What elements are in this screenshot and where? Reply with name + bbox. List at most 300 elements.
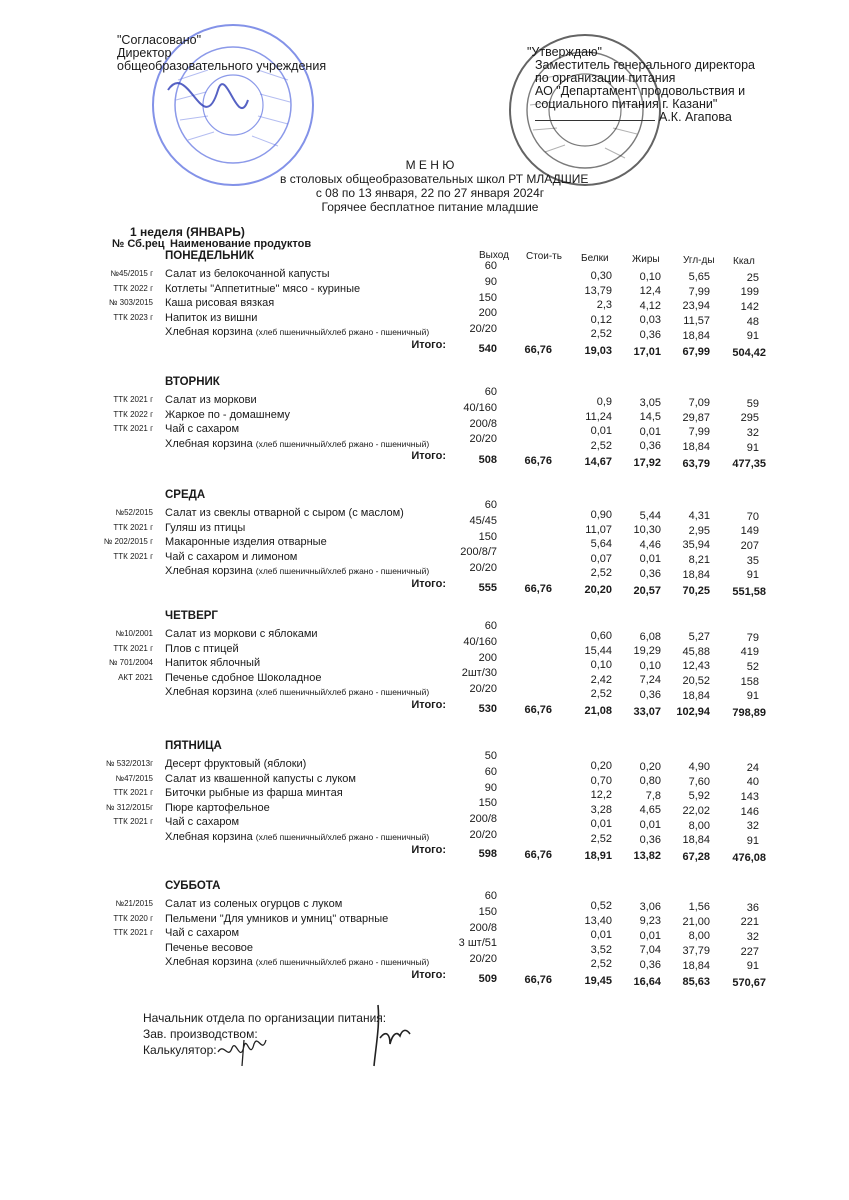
protein-value: 0,20 (590, 760, 612, 772)
fat-value: 3,05 (639, 396, 661, 409)
col-name: Наименование продуктов (170, 238, 312, 250)
yield-value: 200/8 (469, 921, 497, 934)
dish-note: (хлеб пшеничный/хлеб ржано - пшеничный) (255, 327, 430, 338)
dish-name-text: Пюре картофельное (165, 801, 270, 814)
carbs-value: 7,99 (688, 285, 710, 298)
total-label: Итого: (411, 578, 446, 590)
yield-value: 50 (484, 750, 497, 762)
carbs-value: 18,84 (682, 959, 710, 972)
total-cost: 66,76 (524, 583, 552, 595)
yield-value: 150 (478, 797, 497, 810)
total-label: Итого: (411, 699, 446, 711)
dish-name (165, 787, 343, 799)
total-yield: 555 (478, 582, 497, 594)
total-protein: 21,08 (584, 705, 612, 717)
protein-value: 3,28 (590, 803, 612, 816)
total-label: Итого: (411, 843, 446, 856)
recipe-code: №10/2001 (115, 629, 153, 638)
carbs-value: 18,84 (682, 441, 710, 453)
carbs-value: 7,99 (688, 426, 710, 439)
dish-name (165, 672, 321, 684)
carbs-value: 21,00 (682, 915, 710, 928)
yield-value: 150 (478, 291, 497, 304)
yield-value: 2шт/30 (461, 667, 497, 680)
dish-name (165, 657, 260, 669)
dish-name (165, 409, 290, 421)
protein-value: 0,10 (590, 659, 612, 672)
kcal-value: 221 (740, 916, 759, 929)
dish-name (165, 507, 404, 519)
carbs-value: 20,52 (682, 675, 710, 687)
total-kcal: 570,67 (732, 977, 766, 989)
dish-note: (хлеб пшеничный/хлеб ржано - пшеничный) (255, 687, 430, 698)
total-yield: 540 (478, 343, 497, 355)
title-line-3: Горячее бесплатное питание младшие (321, 200, 539, 214)
dish-name (165, 802, 270, 814)
recipe-code: ТТК 2021 г (113, 522, 153, 532)
dish-name-text: Котлеты "Аппетитные" мясо - куриные (165, 282, 361, 295)
dish-name (165, 758, 306, 770)
carbs-value: 18,84 (682, 834, 710, 847)
dish-name-text: Гуляш из птицы (165, 521, 246, 534)
kcal-value: 48 (746, 315, 759, 328)
yield-value: 200 (478, 307, 497, 320)
dish-name (165, 816, 239, 828)
recipe-code: ТТК 2021 г (113, 395, 153, 404)
carbs-value: 4,90 (688, 761, 710, 774)
carbs-value: 2,95 (688, 524, 710, 537)
dish-name (165, 312, 257, 324)
total-fat: 20,57 (633, 584, 661, 597)
yield-value: 20/20 (469, 829, 497, 841)
fat-value: 0,10 (639, 659, 661, 672)
dish-name (165, 551, 297, 563)
dish-name-text: Жаркое по - домашнему (165, 408, 291, 421)
fat-value: 0,01 (639, 425, 661, 438)
kcal-value: 91 (746, 834, 759, 847)
protein-value: 2,52 (590, 958, 612, 971)
yield-value: 40/160 (463, 401, 497, 414)
yield-value: 45/45 (469, 514, 497, 527)
yield-value: 20/20 (469, 953, 497, 966)
dish-name-text: Салат из моркови с яблоками (165, 628, 318, 640)
carbs-value: 7,09 (688, 397, 710, 410)
approver-role-4: социального питания г. Казани" (535, 97, 718, 111)
yield-value: 150 (478, 905, 497, 918)
footer-head-of-dept: Начальник отдела по организации питания: (143, 1011, 387, 1025)
menu-title (280, 158, 589, 214)
total-kcal: 504,42 (732, 347, 766, 359)
fat-value: 7,8 (645, 789, 661, 802)
dish-name (165, 268, 329, 280)
protein-value: 2,52 (590, 567, 612, 580)
recipe-code: ТТК 2021 г (113, 551, 153, 561)
dish-name (165, 913, 388, 925)
recipe-code: № 701/2004 (108, 658, 153, 668)
recipe-code: № 532/2013г (105, 759, 153, 768)
dish-name-text: Биточки рыбные из фарша минтая (165, 787, 343, 800)
dish-name (165, 956, 429, 968)
fat-value: 0,03 (639, 314, 661, 327)
total-cost: 66,76 (524, 344, 552, 356)
protein-value: 3,52 (590, 943, 612, 956)
col-yield: Выход (479, 250, 509, 261)
dish-name-text: Салат из моркови (165, 394, 257, 406)
day-title: ПОНЕДЕЛЬНИК (165, 250, 254, 262)
approved-label: "Утверждаю" (527, 45, 602, 59)
dish-note: (хлеб пшеничный/хлеб ржано - пшеничный) (255, 832, 430, 842)
col-num: № Сб.рец (112, 238, 165, 250)
yield-value: 60 (484, 620, 497, 632)
recipe-code: ТТК 2021 г (113, 788, 153, 798)
fat-value: 19,29 (633, 645, 661, 658)
kcal-value: 419 (740, 646, 759, 659)
dish-name (165, 686, 429, 698)
total-carbs: 67,28 (682, 850, 710, 863)
recipe-code: №45/2015 г (110, 269, 153, 278)
carbs-value: 45,88 (682, 645, 710, 658)
carbs-value: 4,31 (688, 510, 710, 523)
agreed-label: "Согласовано" (117, 33, 202, 47)
day-title: ЧЕТВЕРГ (165, 610, 218, 622)
footer-calculator: Калькулятор: (143, 1043, 217, 1057)
total-label: Итого: (411, 339, 446, 351)
total-kcal: 476,08 (732, 851, 766, 864)
yield-value: 200/8 (469, 417, 497, 430)
fat-value: 0,36 (639, 689, 661, 701)
protein-value: 0,9 (596, 396, 612, 408)
yield-value: 20/20 (469, 683, 497, 696)
protein-value: 13,79 (584, 284, 612, 297)
recipe-code: ТТК 2021 г (113, 817, 153, 827)
dish-name (165, 898, 342, 910)
kcal-value: 25 (746, 271, 759, 284)
fat-value: 4,65 (639, 804, 661, 817)
fat-value: 9,23 (639, 915, 661, 928)
carbs-value: 18,84 (682, 689, 710, 702)
kcal-value: 35 (746, 554, 759, 567)
carbs-value: 7,60 (688, 775, 710, 788)
agreement-block (117, 34, 326, 73)
yield-value: 3 шт/51 (458, 937, 497, 950)
carbs-value: 22,02 (682, 805, 710, 817)
carbs-value: 12,43 (682, 660, 710, 673)
carbs-value: 5,27 (688, 631, 710, 644)
dish-name-text: Чай с сахаром (165, 816, 240, 829)
dish-name-text: Напиток из вишни (165, 311, 258, 324)
carbs-value: 8,00 (688, 930, 710, 943)
day-title: СРЕДА (165, 489, 206, 501)
dish-name-text: Плов с птицей (165, 642, 239, 655)
recipe-code: №47/2015 (115, 773, 153, 783)
yield-value: 150 (478, 530, 497, 543)
total-protein: 14,67 (584, 456, 612, 469)
dish-name-text: Салат из соленых огурцов с луком (165, 898, 343, 910)
total-carbs: 70,25 (682, 585, 710, 598)
protein-value: 2,52 (590, 328, 612, 341)
fat-value: 5,44 (639, 509, 661, 522)
dish-name (165, 942, 253, 954)
approver-signer: А.К. Агапова (659, 110, 732, 124)
dish-name (165, 831, 429, 843)
dish-name-text: Каша рисовая вязкая (165, 297, 275, 310)
total-kcal: 551,58 (732, 586, 766, 598)
fat-value: 0,36 (639, 833, 661, 846)
recipe-code: № 312/2015г (105, 802, 153, 812)
protein-value: 0,01 (590, 818, 612, 831)
fat-value: 12,4 (639, 285, 661, 298)
fat-value: 10,30 (633, 524, 661, 537)
fat-value: 0,10 (639, 270, 661, 283)
col-protein: Белки (581, 253, 609, 264)
yield-value: 200/8/7 (460, 546, 497, 559)
dish-name-text: Печенье весовое (165, 941, 254, 954)
dish-note: (хлеб пшеничный/хлеб ржано - пшеничный) (255, 957, 430, 968)
dish-name-text: Хлебная корзина (165, 686, 253, 699)
fat-value: 7,24 (639, 674, 661, 687)
total-protein: 19,45 (584, 975, 612, 987)
dish-name (165, 423, 239, 435)
fat-value: 14,5 (639, 411, 661, 424)
title-line-2: с 08 по 13 января, 22 по 27 января 2024г (315, 186, 545, 200)
signature-head (360, 1000, 420, 1070)
protein-value: 0,07 (590, 552, 612, 565)
kcal-value: 146 (740, 805, 759, 818)
kcal-value: 36 (746, 901, 759, 914)
protein-value: 0,60 (590, 630, 612, 642)
fat-value: 0,01 (639, 553, 661, 566)
kcal-value: 158 (740, 675, 759, 688)
approver-role-2: по организации питания (535, 71, 676, 85)
protein-value: 0,12 (590, 313, 612, 326)
kcal-value: 91 (746, 960, 759, 973)
protein-value: 0,01 (590, 929, 612, 942)
yield-value: 90 (484, 781, 497, 794)
yield-value: 60 (484, 260, 497, 272)
fat-value: 3,06 (639, 900, 661, 913)
yield-value: 60 (484, 499, 497, 511)
day-title: СУББОТА (165, 880, 221, 892)
col-fat: Жиры (632, 254, 660, 265)
recipe-code: ТТК 2022 г (113, 409, 153, 419)
total-cost: 66,76 (524, 704, 552, 716)
yield-value: 20/20 (469, 323, 497, 336)
carbs-value: 11,57 (683, 315, 710, 327)
total-fat: 17,92 (633, 457, 661, 469)
col-cost: Стои-ть (526, 251, 562, 262)
recipe-code: АКТ 2021 (118, 672, 153, 682)
total-cost: 66,76 (524, 848, 552, 861)
protein-value: 0,01 (590, 425, 612, 438)
kcal-value: 91 (746, 690, 759, 703)
dish-name-text: Макаронные изделия отварные (165, 536, 327, 549)
director-label: Директор (117, 46, 172, 60)
total-yield: 598 (478, 847, 497, 860)
recipe-code: ТТК 2022 г (113, 283, 153, 293)
fat-value: 0,36 (639, 440, 661, 453)
dish-name (165, 565, 429, 577)
kcal-value: 79 (746, 631, 759, 644)
dish-note: (хлеб пшеничный/хлеб ржано - пшеничный) (255, 566, 430, 577)
fat-value: 0,20 (639, 760, 661, 773)
carbs-value: 18,84 (682, 329, 710, 342)
carbs-value: 1,56 (688, 901, 710, 914)
total-label: Итого: (411, 969, 446, 981)
dish-name (165, 628, 318, 640)
dish-name-text: Десерт фруктовый (яблоки) (165, 758, 307, 770)
dish-name-text: Хлебная корзина (165, 565, 253, 578)
kcal-value: 227 (740, 945, 759, 958)
approver-name (527, 111, 755, 124)
dish-name-text: Салат из квашенной капусты с луком (165, 772, 356, 785)
recipe-code: № 303/2015 (108, 298, 153, 308)
kcal-value: 199 (740, 286, 759, 299)
dish-name-text: Напиток яблочный (165, 657, 261, 670)
dish-name-text: Хлебная корзина (165, 956, 253, 969)
total-carbs: 85,63 (682, 976, 710, 989)
total-fat: 17,01 (633, 345, 661, 358)
day-title: ВТОРНИК (165, 376, 220, 388)
kcal-value: 40 (746, 776, 759, 789)
total-label: Итого: (411, 450, 446, 463)
dish-name (165, 522, 245, 534)
protein-value: 2,52 (590, 833, 612, 845)
dish-name (165, 394, 257, 406)
carbs-value: 29,87 (682, 411, 710, 424)
dish-name (165, 773, 356, 785)
protein-value: 5,64 (590, 538, 612, 551)
dish-name-text: Чай с сахаром (165, 423, 240, 436)
protein-value: 2,52 (590, 688, 612, 701)
kcal-value: 59 (746, 397, 759, 410)
fat-value: 0,36 (639, 959, 661, 971)
approver-role-1: Заместитель генерального директора (535, 58, 756, 72)
protein-value: 2,3 (596, 299, 612, 312)
protein-value: 2,52 (590, 439, 612, 452)
fat-value: 0,80 (639, 775, 661, 788)
dish-name-text: Хлебная корзина (165, 831, 253, 843)
footer-production-head: Зав. производством: (143, 1027, 258, 1041)
fat-value: 4,46 (639, 538, 661, 551)
dish-name-text: Печенье сдобное Шоколадное (165, 671, 322, 684)
dish-name-text: Салат из свеклы отварной с сыром (с маслом) (165, 507, 404, 519)
protein-value: 0,52 (590, 900, 612, 912)
kcal-value: 24 (746, 761, 759, 774)
carbs-value: 5,65 (688, 271, 710, 284)
dish-name (165, 326, 429, 338)
kcal-value: 91 (746, 569, 759, 582)
protein-value: 11,07 (585, 523, 612, 536)
fat-value: 4,12 (639, 299, 661, 312)
carbs-value: 8,21 (688, 554, 710, 566)
dish-name-text: Чай с сахаром (165, 927, 240, 940)
kcal-value: 91 (746, 441, 759, 454)
dish-name-text: Чай с сахаром и лимоном (165, 550, 298, 563)
recipe-code: ТТК 2021 г (113, 424, 153, 434)
dish-name-text: Салат из белокочанной капусты (165, 268, 330, 280)
week-label: 1 неделя (ЯНВАРЬ) (130, 225, 245, 239)
yield-value: 60 (484, 765, 497, 778)
kcal-value: 32 (746, 820, 759, 833)
total-yield: 509 (478, 973, 497, 985)
dish-name-text: Хлебная корзина (165, 437, 253, 450)
dish-name (165, 438, 429, 450)
protein-value: 0,30 (590, 270, 612, 282)
recipe-code: №52/2015 (115, 508, 153, 517)
kcal-value: 52 (746, 661, 759, 673)
dish-name (165, 536, 327, 548)
dish-name-text: Пельмени "Для умников и умниц" отварные (165, 912, 389, 925)
protein-value: 0,70 (590, 774, 612, 787)
col-kcal: Ккал (733, 256, 755, 267)
kcal-value: 91 (746, 330, 759, 343)
yield-value: 90 (484, 275, 497, 288)
dish-name (165, 927, 239, 939)
kcal-value: 32 (746, 427, 759, 439)
approval-block (527, 46, 755, 124)
total-carbs: 102,94 (676, 706, 710, 719)
yield-value: 20/20 (469, 562, 497, 575)
carbs-value: 18,84 (682, 568, 710, 581)
protein-value: 2,42 (590, 673, 612, 686)
total-fat: 33,07 (633, 705, 661, 718)
fat-value: 0,01 (639, 929, 661, 942)
total-kcal: 477,35 (732, 458, 766, 471)
yield-value: 60 (484, 386, 497, 398)
total-kcal: 798,89 (732, 707, 766, 719)
title-line-1: в столовых общеобразовательных школ РТ МЛАДШИЕ (280, 172, 589, 186)
yield-value: 200/8 (469, 813, 497, 826)
carbs-value: 5,92 (688, 790, 710, 803)
dish-name (165, 283, 360, 295)
carbs-value: 8,00 (688, 819, 710, 832)
fat-value: 0,36 (639, 329, 661, 341)
title-main: М Е Н Ю (405, 158, 455, 172)
protein-value: 11,24 (585, 410, 612, 423)
dish-name-text: Хлебная корзина (165, 326, 253, 339)
carbs-value: 37,79 (682, 945, 710, 957)
protein-value: 15,44 (584, 644, 612, 657)
yield-value: 200 (478, 651, 497, 664)
dish-note: (хлеб пшеничный/хлеб ржано - пшеничный) (255, 438, 430, 449)
protein-value: 0,90 (590, 509, 612, 521)
recipe-code: № 202/2015 г (103, 537, 153, 547)
recipe-code: ТТК 2021 г (113, 928, 153, 938)
total-fat: 16,64 (633, 975, 661, 988)
carbs-value: 23,94 (682, 300, 710, 313)
yield-value: 60 (484, 890, 497, 902)
total-yield: 530 (478, 703, 497, 715)
dish-name (165, 643, 239, 655)
recipe-code: №21/2015 (115, 899, 153, 908)
total-protein: 18,91 (584, 849, 612, 862)
recipe-code: ТТК 2020 г (113, 913, 153, 923)
fat-value: 0,01 (639, 819, 661, 831)
kcal-value: 295 (740, 412, 759, 425)
signature-calculator (214, 1030, 270, 1070)
yield-value: 20/20 (469, 433, 497, 446)
total-fat: 13,82 (633, 850, 661, 863)
kcal-value: 32 (746, 931, 759, 943)
day-title: ПЯТНИЦА (165, 740, 222, 752)
total-protein: 20,20 (584, 584, 612, 596)
kcal-value: 70 (746, 510, 759, 523)
carbs-value: 35,94 (682, 539, 710, 552)
protein-value: 12,2 (590, 789, 612, 802)
recipe-code: ТТК 2021 г (113, 643, 153, 653)
total-cost: 66,76 (524, 974, 552, 986)
kcal-value: 149 (740, 525, 759, 538)
